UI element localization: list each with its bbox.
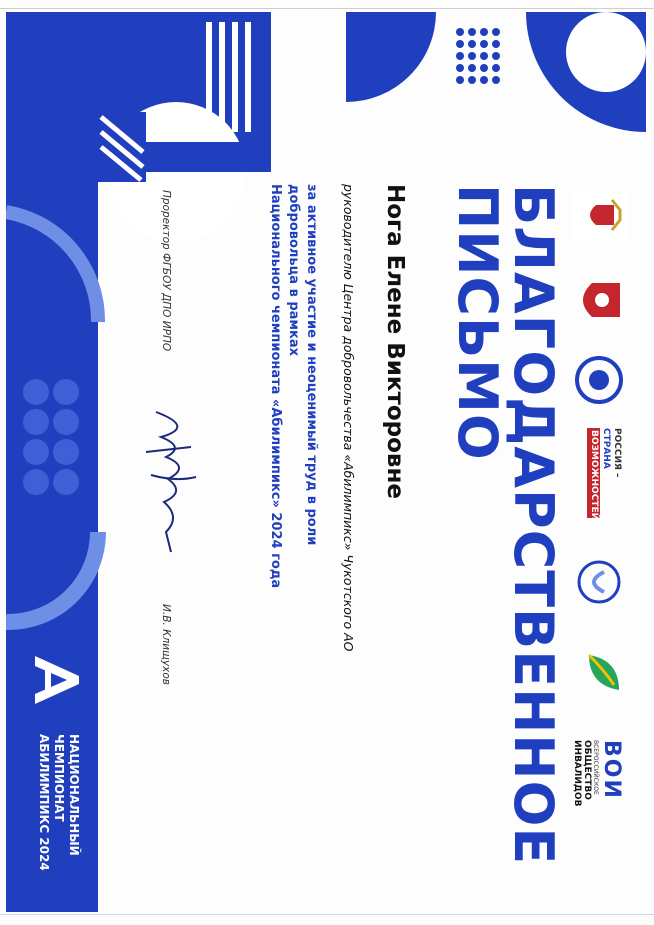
champ-line-2: ЧЕМПИОНАТ — [52, 734, 66, 822]
moscow-coat-of-arms-icon — [564, 275, 634, 325]
reason-line-1: за активное участие и неоценимый труд в роли добровольца в рамках — [286, 184, 319, 546]
logo-russia-line2: СТРАНА — [601, 428, 611, 469]
ministry-emblem-icon — [564, 350, 634, 410]
championship-label — [36, 734, 81, 871]
scan-edge-bottom — [0, 914, 654, 915]
abilympics-a-logo-icon — [33, 652, 81, 708]
champ-line-1: НАЦИОНАЛЬНЫЙ — [67, 734, 81, 856]
title-line-1: БЛАГОДАРСТВЕННОЕ — [502, 184, 565, 866]
recipient-position: руководителю Центра добровольчества «Абилимпикс» Чукотского АО — [341, 184, 356, 652]
society-of-disabled-logo: ВОИ ВСЕРОССИЙСКОЕ ОБЩЕСТВО ИНВАЛИДОВ — [572, 740, 624, 850]
logo-russia-line3: ВОЗМОЖНОСТЕЙ — [589, 430, 599, 521]
title-line-2: ПИСЬМО — [446, 184, 509, 461]
award-reason — [266, 184, 320, 614]
page-title — [446, 184, 565, 866]
handwritten-signature — [136, 407, 206, 557]
volunteer-society-icon — [564, 552, 634, 612]
signer-role: Проректор ФГБОУ ДПО ИРПО — [160, 190, 172, 352]
ecology-leaf-icon — [564, 640, 634, 700]
logo-russia-line1: РОССИЯ – — [612, 428, 622, 478]
coat-of-arms-icon — [564, 180, 634, 250]
logo-society-line2: ИНВАЛИДОВ — [572, 740, 582, 807]
reason-line-2: Национального чемпионата «Абилимпикс» 2024 года — [268, 184, 283, 589]
logo-society-small: ВСЕРОССИЙСКОЕ — [592, 740, 599, 795]
champ-line-3: АБИЛИМПИКС 2024 — [37, 734, 51, 871]
scan-edge-top — [0, 8, 654, 9]
signer-name: И.В. Клищухов — [160, 604, 172, 685]
logo-society-line1: ОБЩЕСТВО — [582, 740, 592, 800]
russia-opportunities-logo — [587, 428, 622, 521]
partner-logos — [564, 180, 634, 860]
recipient-name: Нога Елене Викторовне — [382, 184, 408, 499]
rotated-certificate — [6, 12, 646, 912]
